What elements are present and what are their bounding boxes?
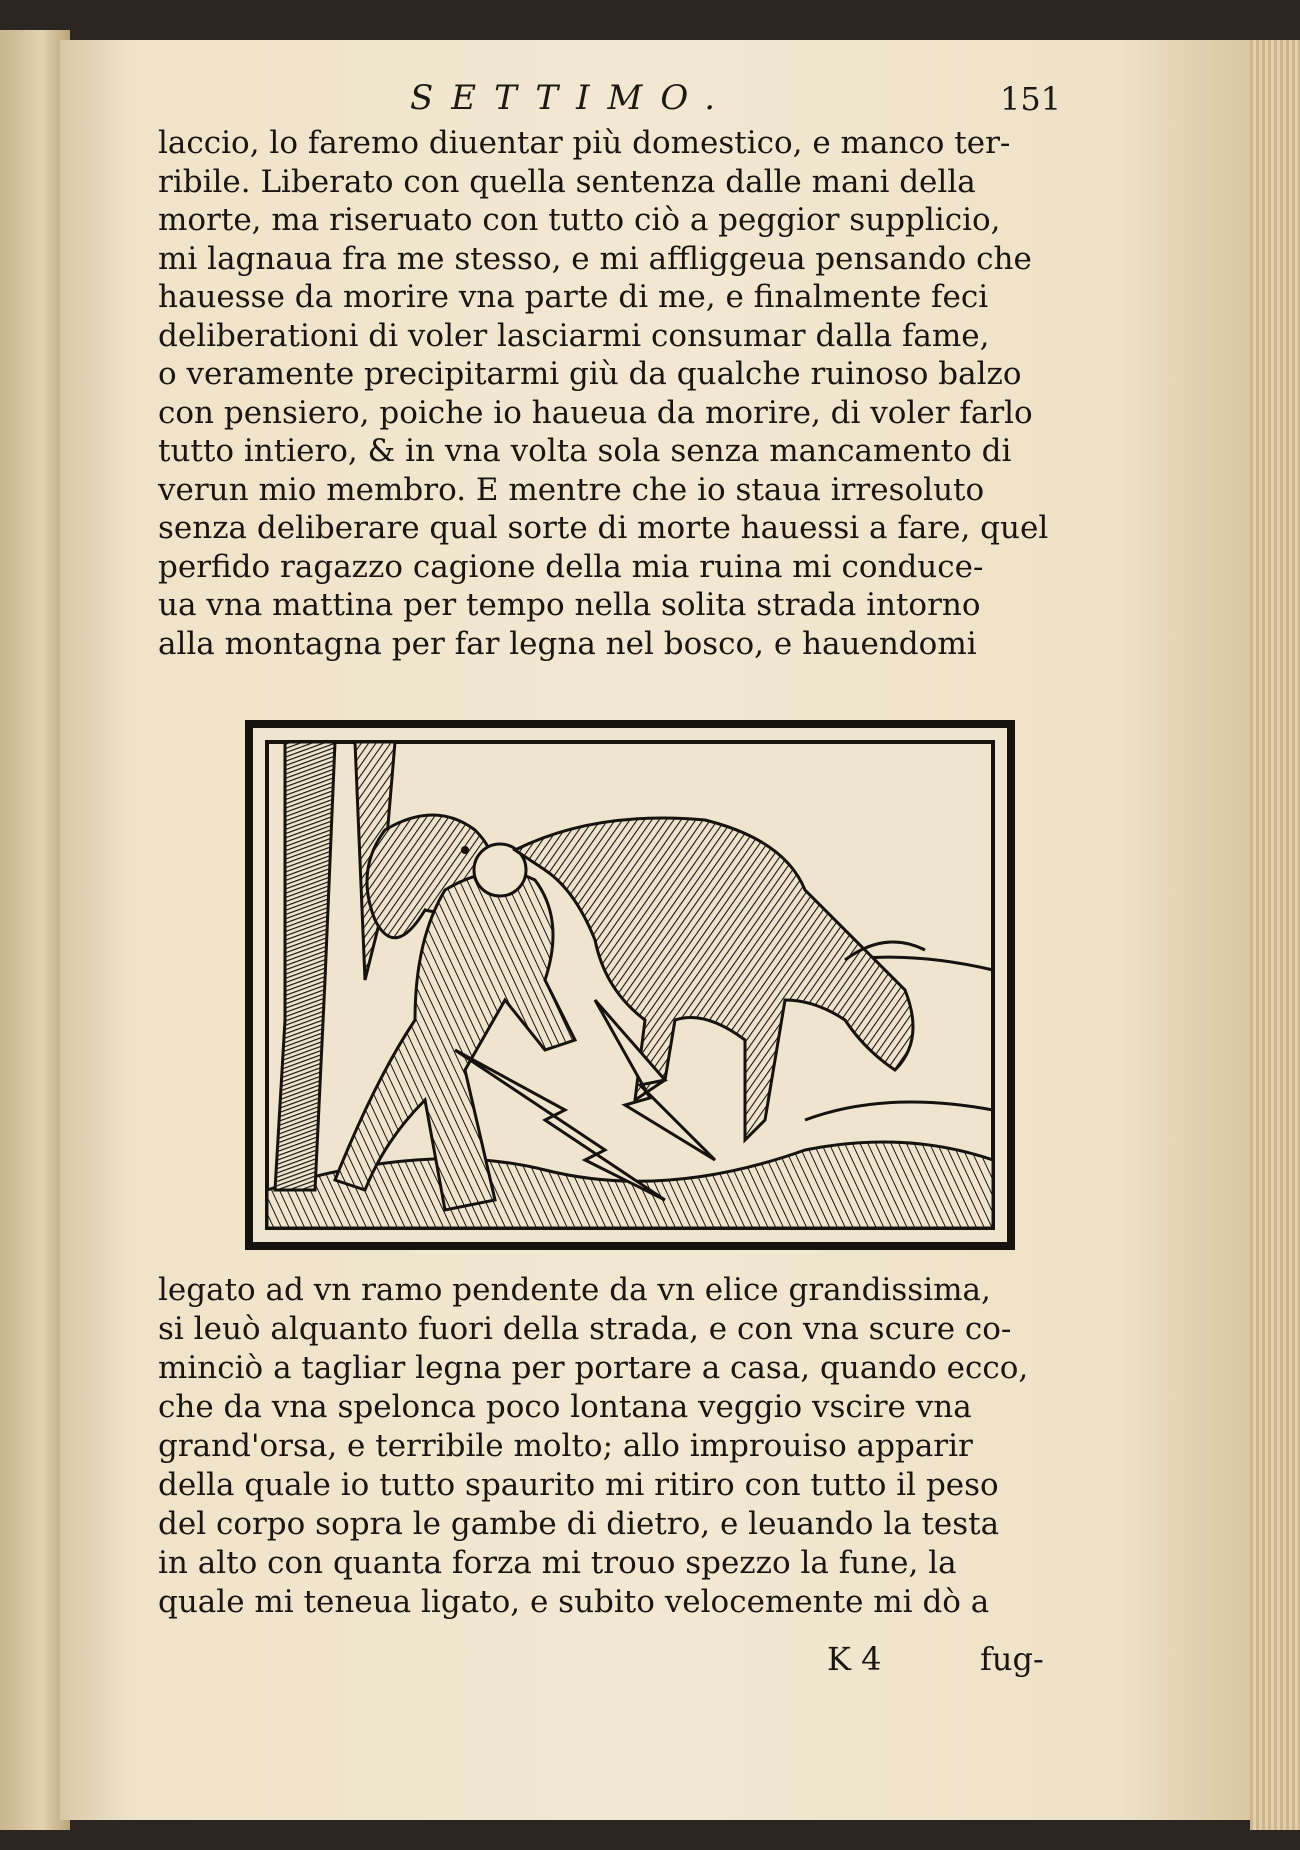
text-line: ribile. Liberato con quella sentenza dalle mani della [158,163,976,200]
text-line: verun mio membro. E mentre che io staua irresoluto [158,471,985,508]
text-line: della quale io tutto spaurito mi ritiro con tutto il peso [158,1467,999,1503]
text-line: senza deliberare qual sorte di morte hauessi a fare, quel [158,510,1049,546]
text-line: perfido ragazzo cagione della mia ruina mi conduce- [158,548,984,585]
text-line: grand'orsa, e terribile molto; allo improuiso apparir [158,1428,973,1464]
text-line: deliberationi di voler lasciarmi consumar dalla fame, [158,317,990,354]
body-text-top [158,124,1118,663]
text-line: si leuò alquanto fuori della strada, e con vna scure co- [158,1311,1012,1347]
text-line: morte, ma riseruato con tutto ciò a peggior supplicio, [158,202,1001,238]
text-line: con pensiero, poiche io haueua da morire, di voler farlo [158,394,1033,431]
signature-mark: K 4 [827,1640,882,1678]
running-head: SETTIMO. [410,78,734,118]
text-line: alla montagna per far legna nel bosco, e hauendomi [158,625,977,662]
text-line: ua vna mattina per tempo nella solita strada intorno [158,587,981,623]
text-line: hauesse da morire vna parte di me, e finalmente feci [158,279,989,315]
text-line: minciò a tagliar legna per portare a casa, quando ecco, [158,1350,1029,1386]
text-line: mi lagnaua fra me stesso, e mi affliggeua pensando che [158,240,1032,277]
text-line: tutto intiero, & in vna volta sola senza mancamento di [158,433,1012,469]
catchword: fug- [980,1640,1044,1678]
woodcut-illustration [245,720,1015,1250]
text-line: che da vna spelonca poco lontana veggio vscire vna [158,1389,972,1425]
text-line: in alto con quanta forza mi trouo spezzo la fune, la [158,1545,957,1581]
page-number: 151 [1000,80,1062,118]
text-line: laccio, lo faremo diuentar più domestico, e manco ter- [158,125,1011,161]
text-line: o veramente precipitarmi giù da qualche ruinoso balzo [158,356,1022,392]
text-line: quale mi teneua ligato, e subito velocemente mi dò a [158,1584,990,1620]
text-line: legato ad vn ramo pendente da vn elice grandissima, [158,1272,991,1308]
text-line: del corpo sopra le gambe di dietro, e leuando la testa [158,1506,1000,1542]
body-text-bottom [158,1271,1118,1622]
page-stack-edge [1250,40,1300,1830]
